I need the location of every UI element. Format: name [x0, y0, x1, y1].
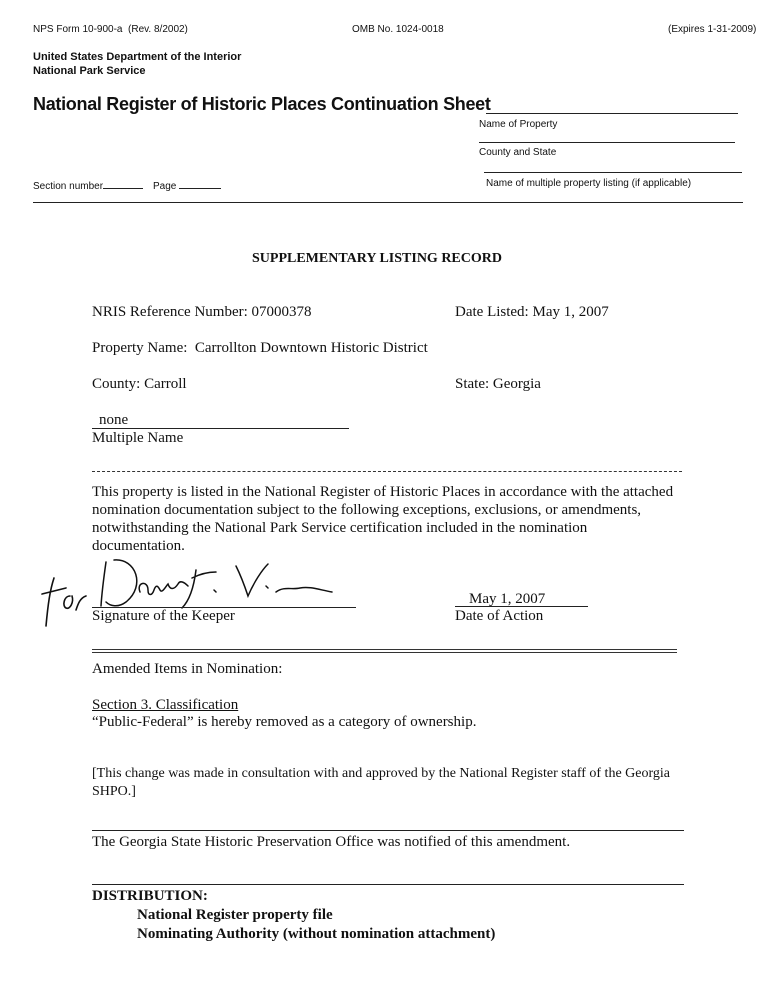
multiple-name-line — [92, 428, 349, 429]
omb-number: OMB No. 1024-0018 — [352, 24, 444, 35]
distribution-heading: DISTRIBUTION: — [92, 888, 208, 904]
action-date-value: May 1, 2007 — [469, 591, 546, 607]
name-of-property-line — [486, 113, 738, 114]
agency-name: National Park Service — [33, 65, 146, 77]
amended-items-heading: Amended Items in Nomination: — [92, 661, 283, 677]
listing-statement: This property is listed in the National Register of Historic Places in accordance with the attached nomination documentation subject to the following exceptions, exclusions, or amendments, notwithstanding the National Park Service certification included in the nomination documentation. — [92, 484, 674, 554]
record-heading: SUPPLEMENTARY LISTING RECORD — [252, 251, 502, 266]
form-title: National Register of Historic Places Continuation Sheet — [33, 94, 491, 114]
name-of-property-label: Name of Property — [479, 119, 558, 130]
for-handwriting — [40, 570, 100, 630]
date-listed: Date Listed: May 1, 2007 — [455, 304, 609, 320]
multiple-name-label: Multiple Name — [92, 430, 184, 446]
county-state-line — [479, 142, 735, 143]
department-name: United States Department of the Interior — [33, 51, 242, 63]
distribution-item: Nominating Authority (without nomination attachment) — [137, 926, 496, 942]
page-field: Page — [153, 176, 221, 192]
section-number-field: Section number — [33, 176, 143, 192]
double-divider — [92, 649, 677, 653]
state: State: Georgia — [455, 376, 541, 392]
multiple-listing-line — [484, 172, 742, 173]
signature-label: Signature of the Keeper — [92, 608, 235, 624]
multiple-name-value: none — [99, 412, 129, 428]
notice-divider — [92, 830, 684, 831]
county: County: Carroll — [92, 376, 187, 392]
consultation-note: [This change was made in consultation with and approved by the National Register staff of the Georgia SHPO.] — [92, 766, 670, 799]
nris-reference: NRIS Reference Number: 07000378 — [92, 304, 312, 320]
distribution-item: National Register property file — [137, 907, 333, 923]
property-name: Property Name: Carrollton Downtown Historic District — [92, 340, 428, 356]
shpo-notice: The Georgia State Historic Preservation Office was notified of this amendment. — [92, 834, 571, 850]
county-state-label: County and State — [479, 147, 557, 158]
section-classification-title: Section 3. Classification — [92, 697, 239, 713]
action-date-label: Date of Action — [455, 608, 544, 624]
action-date-line — [455, 606, 588, 607]
expiration-date: (Expires 1-31-2009) — [668, 24, 757, 35]
distribution-divider — [92, 884, 684, 885]
section-classification-text: “Public-Federal” is hereby removed as a category of ownership. — [92, 714, 477, 730]
dashed-divider — [92, 471, 682, 472]
header-divider — [33, 202, 743, 203]
form-number: NPS Form 10-900-a (Rev. 8/2002) — [33, 24, 188, 35]
multiple-listing-label: Name of multiple property listing (if applicable) — [486, 178, 692, 189]
